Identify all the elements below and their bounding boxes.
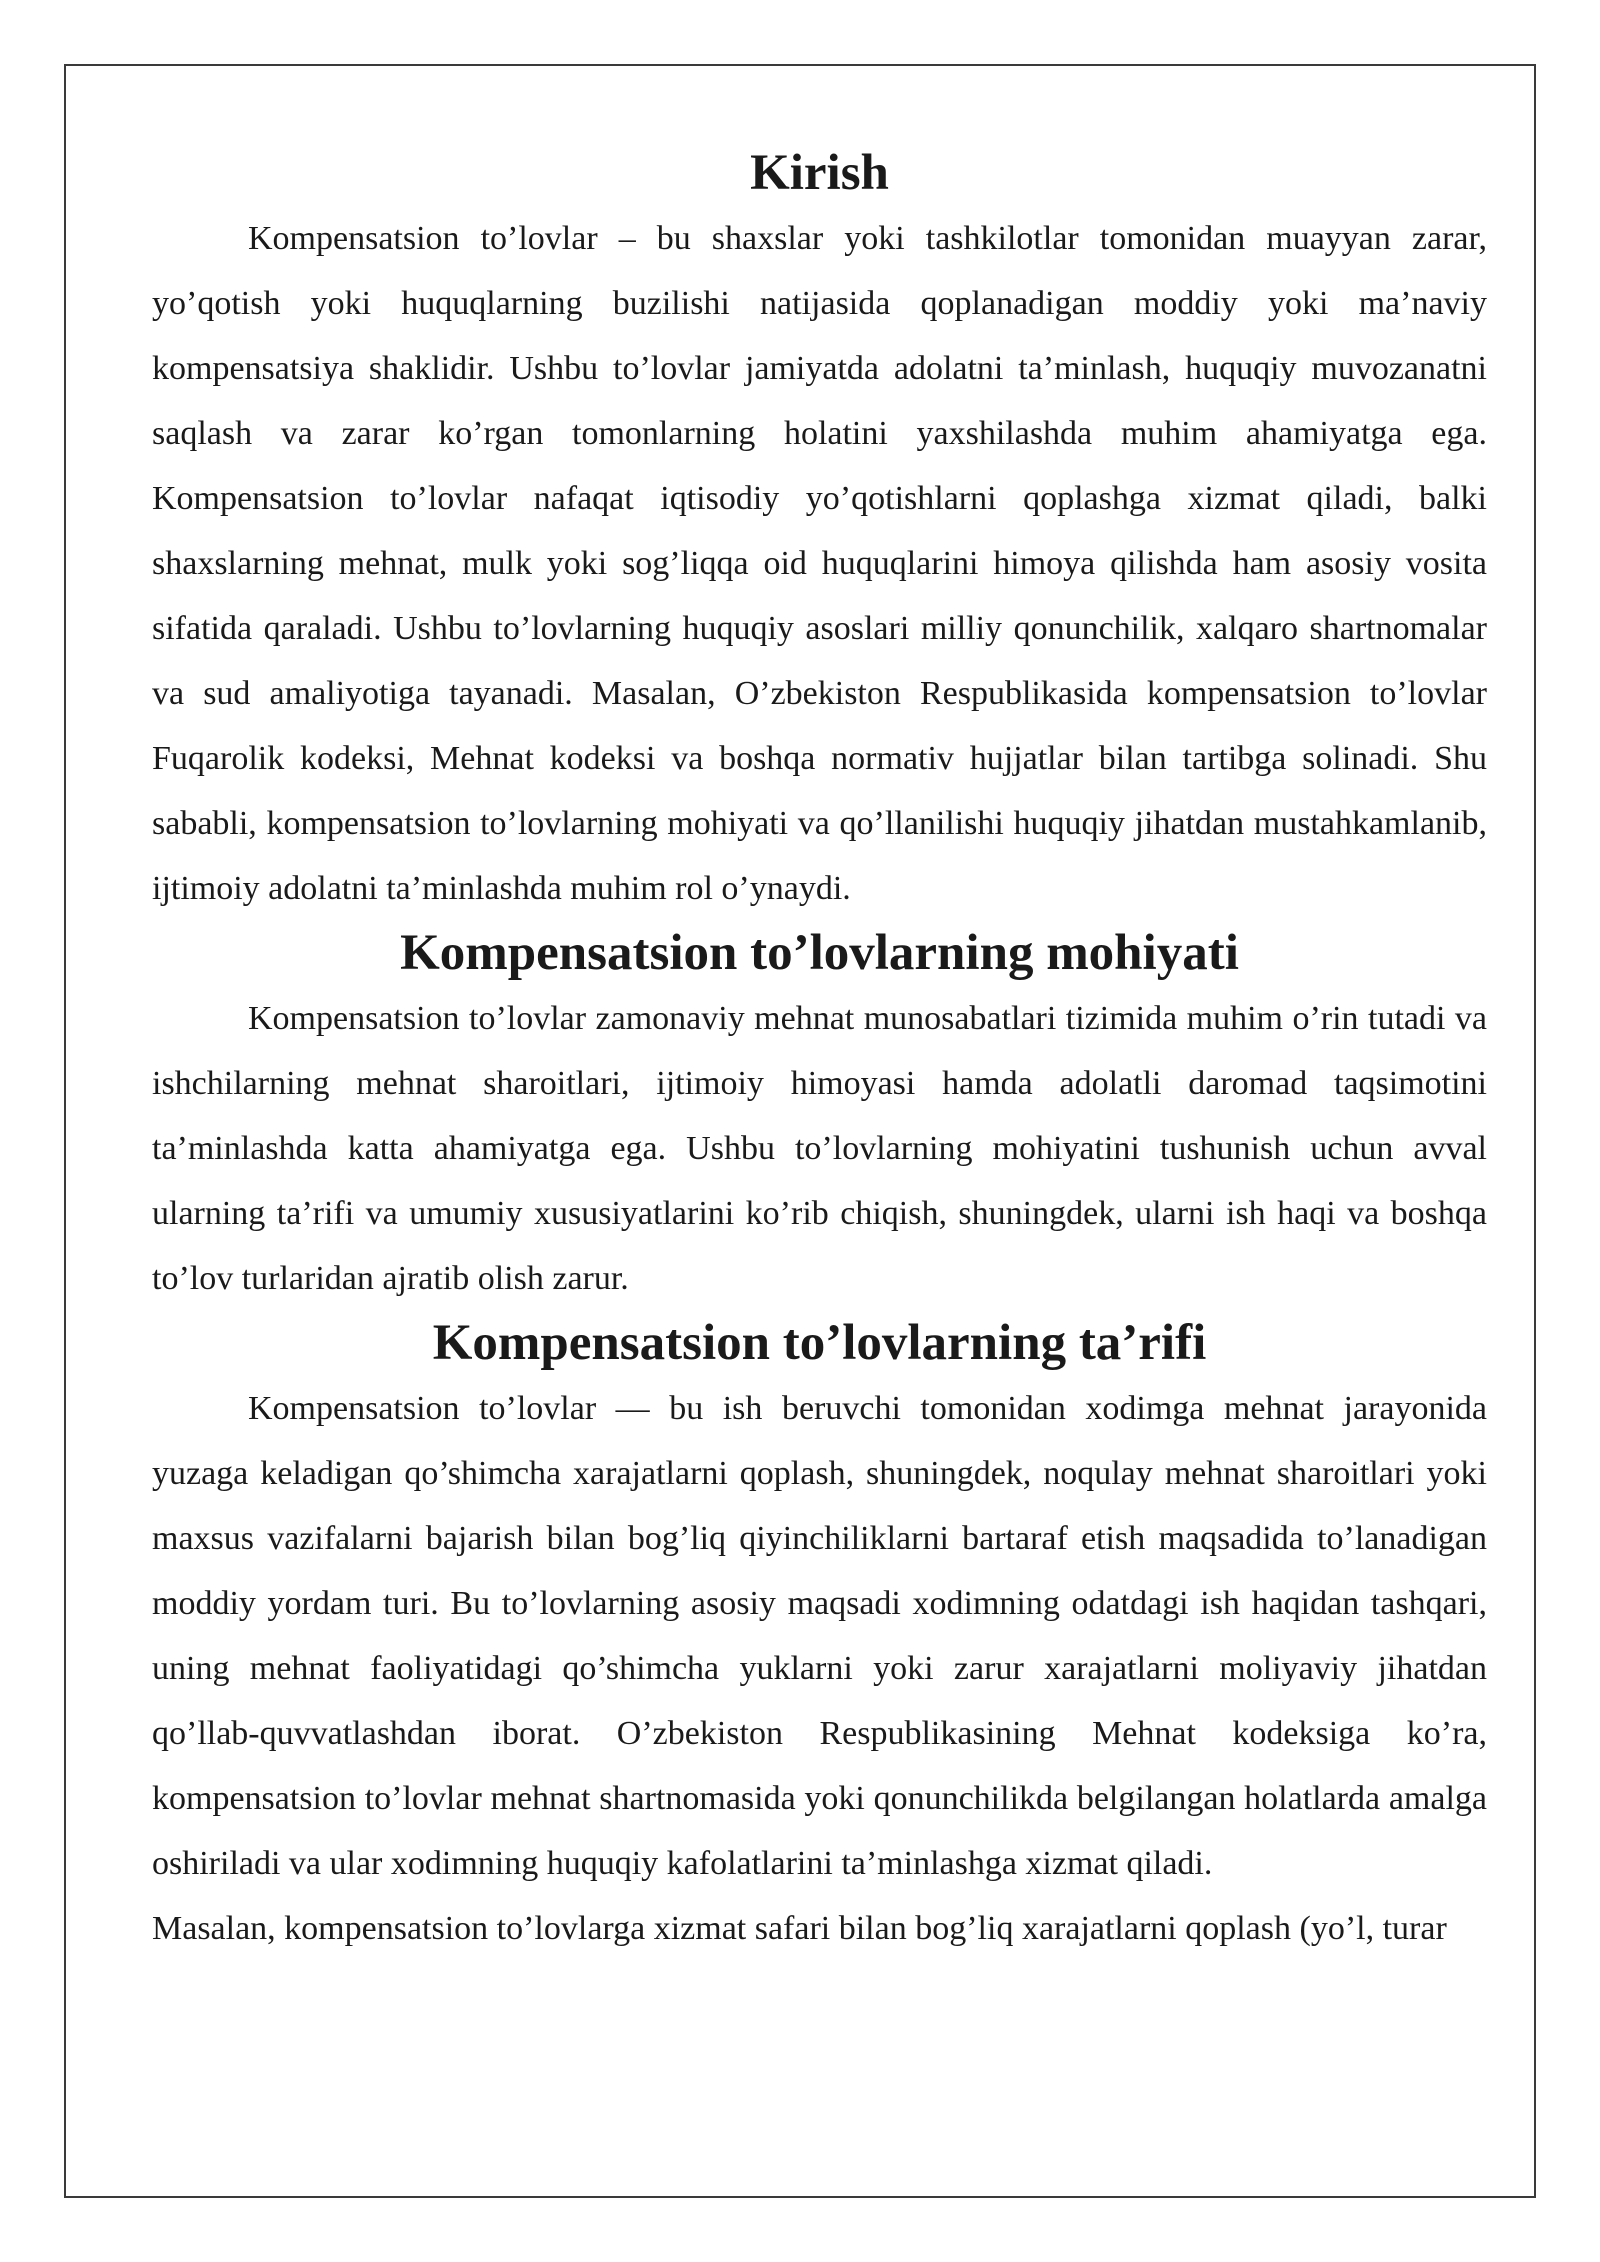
paragraph-tarifi: Kompensatsion to’lovlar — bu ish beruvchi tomonidan xodimga mehnat jarayonida yuzaga keladigan qo’shimcha xarajatlarni qoplash, shuningdek, noqulay mehnat sharoitlari yoki maxsus vazifalarni bajarish bilan bog’liq qiyinchiliklarni bartaraf etish maqsadida to’lanadigan moddiy yordam turi. Bu to’lovlarning asosiy maqsadi xodimning odatdagi ish haqidan tashqari, uning mehnat faoliyatidagi qo’shimcha yuklarni yoki zarur xarajatlarni moliyaviy jihatdan qo’llab-quvvatlashdan iborat. O’zbekiston Respublikasining Mehnat kodeksiga ko’ra, kompensatsion to’lovlar mehnat shartnomasida yoki qonunchilikda belgilangan holatlarda amalga oshiriladi va ular xodimning huquqiy kafolatlarini ta’minlashga xizmat qiladi. — [152, 1390, 1487, 1882]
section-heading-tarifi: Kompensatsion to’lovlarning ta’rifi — [432, 1315, 1207, 1371]
paragraph-kirish: Kompensatsion to’lovlar – bu shaxslar yoki tashkilotlar tomonidan muayyan zarar, yo’qotish yoki huquqlarning buzilishi natijasida qoplanadigan moddiy yoki ma’naviy kompensatsiya shaklidir. Ushbu to’lovlar jamiyatda adolatni ta’minlash, huquqiy muvozanatni saqlash va zarar ko’rgan tomonlarning holatini yaxshilashda muhim ahamiyatga ega. Kompensatsion to’lovlar nafaqat iqtisodiy yo’qotishlarni qoplashga xizmat qiladi, balki shaxslarning mehnat, mulk yoki sog’liqqa oid huquqlarini himoya qilishda ham asosiy vosita sifatida qaraladi. Ushbu to’lovlarning huquqiy asoslari milliy qonunchilik, xalqaro shartnomalar va sud amaliyotiga tayanadi. Masalan, O’zbekiston Respublikasida kompensatsion to’lovlar Fuqarolik kodeksi, Mehnat kodeksi va boshqa normativ hujjatlar bilan tartibga solinadi. Shu sababli, kompensatsion to’lovlarning mohiyati va qo’llanilishi huquqiy jihatdan mustahkamlanib, ijtimoiy adolatni ta’minlashda muhim rol o’ynaydi. — [152, 220, 1487, 907]
paragraph-tarifi-continued: Masalan, kompensatsion to’lovlarga xizmat safari bilan bog’liq xarajatlarni qoplash (yo’l, turar — [152, 1910, 1447, 1947]
paragraph-mohiyati: Kompensatsion to’lovlar zamonaviy mehnat munosabatlari tizimida muhim o’rin tutadi va ishchilarning mehnat sharoitlari, ijtimoiy himoyasi hamda adolatli daromad taqsimotini ta’minlashda katta ahamiyatga ega. Ushbu to’lovlarning mohiyatini tushunish uchun avval ularning ta’rifi va umumiy xususiyatlarini ko’rib chiqish, shuningdek, ularni ish haqi va boshqa to’lov turlaridan ajratib olish zarur. — [152, 1000, 1487, 1297]
section-heading-mohiyati: Kompensatsion to’lovlarning mohiyati — [400, 925, 1239, 981]
section-heading-kirish: Kirish — [750, 145, 889, 201]
document-body — [152, 141, 1487, 2026]
